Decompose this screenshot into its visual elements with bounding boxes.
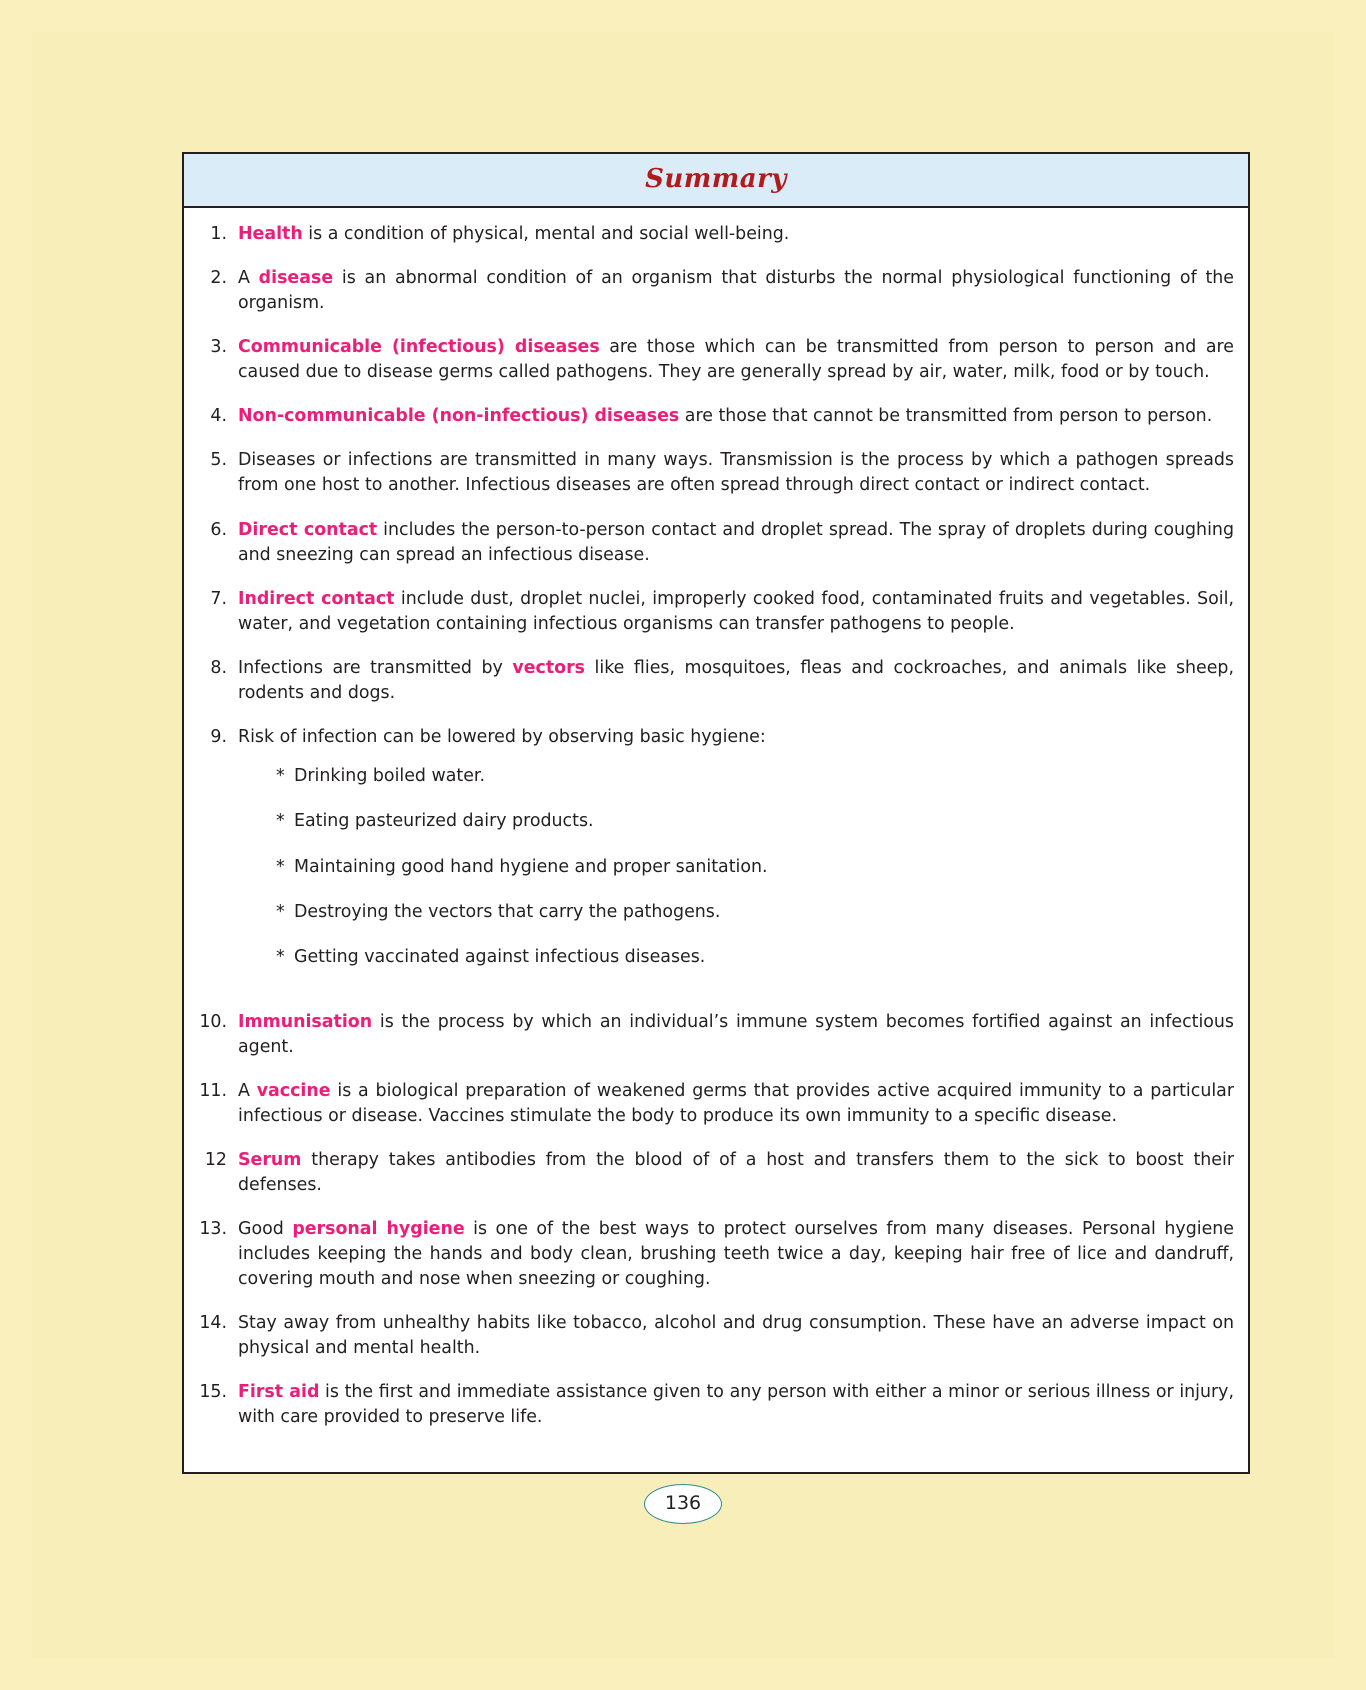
sublist-item: [238, 945, 1234, 969]
list-item-text: [238, 222, 1234, 247]
list-item-number: 6.: [210, 519, 227, 540]
list-item-text: [238, 1010, 1234, 1060]
sublist-item: [238, 764, 1234, 788]
list-item: [198, 448, 1234, 498]
keyword-term: vaccine: [256, 1080, 331, 1101]
summary-list: [198, 222, 1234, 1431]
keyword-term: First aid: [238, 1382, 320, 1403]
body-text: is the process by which an individual’s immune system becomes fortified against an infectious agent.: [238, 1011, 1234, 1057]
list-item: [198, 1079, 1234, 1129]
sublist-item: [238, 809, 1234, 833]
asterisk-icon: *: [276, 902, 285, 923]
list-item-text: [238, 1079, 1234, 1129]
page-number-container: [32, 1484, 1334, 1524]
sublist-item-text: Drinking boiled water.: [294, 765, 485, 786]
list-item-text: [238, 518, 1234, 568]
keyword-term: vectors: [512, 657, 586, 678]
body-text: Good: [238, 1219, 293, 1240]
list-item-number: 14.: [199, 1313, 227, 1334]
summary-header: [184, 154, 1248, 208]
list-item-text: [238, 1217, 1234, 1292]
body-text: is the first and immediate assistance given to any person with either a minor or serious illness or injury, with care provided to preserve life.: [238, 1382, 1235, 1428]
keyword-term: Health: [238, 224, 303, 244]
list-item: [198, 404, 1234, 429]
body-text: A: [238, 1080, 257, 1101]
list-item-number: 8.: [210, 657, 227, 678]
list-item: [198, 266, 1234, 316]
list-item: [198, 1148, 1234, 1198]
keyword-term: Immunisation: [238, 1011, 373, 1032]
body-text: therapy takes antibodies from the blood of of a host and transfers them to the sick to boost their defenses.: [238, 1149, 1234, 1196]
list-item-text: [238, 404, 1234, 429]
keyword-term: Non-communicable (non-infectious) diseases: [238, 406, 680, 427]
list-item-number: 15.: [199, 1382, 227, 1403]
page-number: 136: [644, 1484, 722, 1524]
asterisk-icon: *: [276, 765, 285, 786]
body-text: are those which can be transmitted from person to person and are caused due to disease germs called pathogens. They are generally spread by air, water, milk, food or by touch.: [238, 337, 1234, 383]
list-item: [198, 725, 1234, 991]
keyword-term: Serum: [238, 1149, 302, 1170]
list-item-number: 13.: [199, 1219, 227, 1240]
body-text: Infections are transmitted by: [238, 657, 513, 678]
list-item-text: [238, 1380, 1234, 1430]
keyword-term: Direct contact: [238, 519, 378, 540]
keyword-term: disease: [258, 268, 334, 289]
sublist-item: [238, 900, 1234, 924]
body-text: Risk of infection can be lowered by observing basic hygiene:: [238, 726, 766, 747]
body-text: is a biological preparation of weakened germs that provides active acquired immunity to a particular infectious or disease. Vaccines stimulate the body to produce its own immunity to a specific disease.: [238, 1080, 1234, 1126]
list-item-number: 7.: [210, 588, 227, 609]
asterisk-icon: *: [276, 856, 285, 877]
summary-box: [182, 152, 1250, 1474]
list-item-number: 10.: [199, 1011, 227, 1032]
body-text: is an abnormal condition of an organism that disturbs the normal physiological functioning of the organism.: [238, 268, 1234, 314]
sublist-item-text: Maintaining good hand hygiene and proper sanitation.: [294, 856, 768, 877]
body-text: Stay away from unhealthy habits like tobacco, alcohol and drug consumption. These have an adverse impact on physical and mental health.: [238, 1313, 1234, 1359]
hygiene-sublist: [238, 764, 1234, 970]
body-text: is a condition of physical, mental and social well-being.: [302, 224, 790, 244]
list-item-number: 9.: [210, 726, 227, 747]
body-text: like flies, mosquitoes, fleas and cockroaches, and animals like sheep, rodents and dogs.: [238, 657, 1234, 703]
list-item-text: [238, 725, 1234, 991]
list-item: [198, 1217, 1234, 1292]
list-item: [198, 1380, 1234, 1430]
body-text: Diseases or infections are transmitted in many ways. Transmission is the process by which a pathogen spreads from one host to another. Infectious diseases are often spread through direct contact or indirect contact.: [238, 450, 1234, 496]
list-item-number: 12: [204, 1149, 227, 1170]
summary-body: [184, 208, 1248, 1472]
body-text: include dust, droplet nuclei, improperly cooked food, contaminated fruits and vegetables. Soil, water, and vegetation containing infectious organisms can transfer pathogens to people.: [238, 588, 1234, 634]
keyword-term: Communicable (infectious) diseases: [238, 337, 600, 358]
asterisk-icon: *: [276, 811, 285, 832]
list-item: [198, 587, 1234, 637]
list-item-text: [238, 1311, 1234, 1361]
list-item: [198, 518, 1234, 568]
list-item: [198, 335, 1234, 385]
keyword-term: Indirect contact: [238, 588, 395, 609]
list-item: [198, 222, 1234, 247]
body-text: is one of the best ways to protect ourselves from many diseases. Personal hygiene includes keeping the hands and body clean, brushing teeth twice a day, keeping hair free of lice and dandruff, covering mouth and nose when sneezing or coughing.: [238, 1219, 1234, 1290]
list-item: [198, 656, 1234, 706]
sublist-item-text: Destroying the vectors that carry the pathogens.: [294, 902, 721, 923]
list-item-number: 11.: [199, 1080, 227, 1101]
list-item-number: 3.: [210, 337, 227, 358]
list-item-number: 2.: [210, 268, 227, 289]
asterisk-icon: *: [276, 947, 285, 968]
list-item-number: 5.: [210, 450, 227, 471]
sublist-item-text: Getting vaccinated against infectious diseases.: [294, 947, 706, 968]
sublist-item-text: Eating pasteurized dairy products.: [294, 811, 594, 832]
sublist-item: [238, 855, 1234, 879]
page-title: Summary: [645, 164, 787, 194]
list-item-text: [238, 656, 1234, 706]
list-item-text: [238, 587, 1234, 637]
body-text: are those that cannot be transmitted from person to person.: [679, 406, 1213, 427]
list-item-text: [238, 448, 1234, 498]
keyword-term: personal hygiene: [292, 1219, 465, 1240]
list-item-text: [238, 1148, 1234, 1198]
list-item: [198, 1010, 1234, 1060]
body-text: includes the person-to-person contact and droplet spread. The spray of droplets during coughing and sneezing can spread an infectious disease.: [238, 519, 1234, 565]
page-content-area: [32, 32, 1334, 1658]
list-item: [198, 1311, 1234, 1361]
list-item-number: 1.: [210, 224, 227, 244]
list-item-text: [238, 266, 1234, 316]
body-text: A: [238, 268, 259, 289]
list-item-number: 4.: [210, 406, 227, 427]
list-item-text: [238, 335, 1234, 385]
